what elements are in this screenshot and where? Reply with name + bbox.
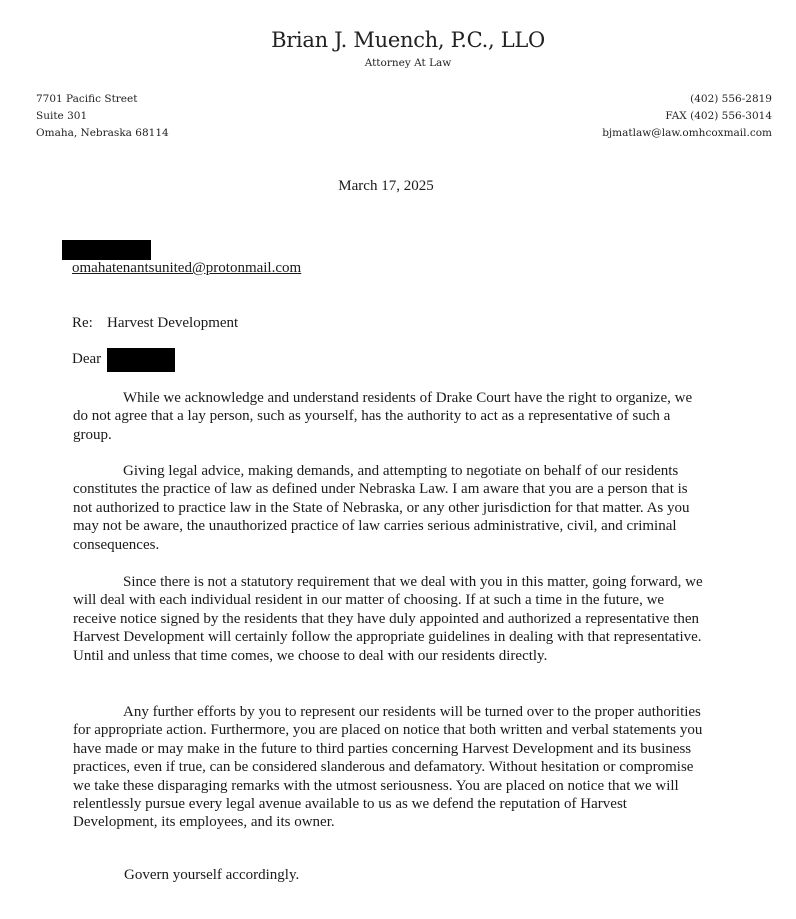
- body-paragraph: Giving legal advice, making demands, and attempting to negotiate on behalf of our residents constitutes the practice of law as defined under Nebraska Law. I am aware that you are a person that is not authorized to practice law in the State of Nebraska, or any other jurisdiction for that matter. As you may not be aware, the unauthorized practice of law carries serious administrative, civil, and criminal consequences.: [73, 463, 690, 553]
- phone-number: (402) 556-2819: [690, 93, 772, 105]
- salutation: [72, 351, 101, 368]
- address-line: Omaha, Nebraska 68114: [36, 127, 169, 139]
- sender-email: bjmatlaw@law.omhcoxmail.com: [602, 127, 772, 139]
- address-line: Suite 301: [36, 110, 88, 122]
- redacted-recipient-name: [62, 240, 151, 260]
- letterhead-name: Brian J. Muench, P.C., LLO: [271, 28, 545, 52]
- address-line: 7701 Pacific Street: [36, 93, 138, 105]
- body-paragraph: Any further efforts by you to represent our residents will be turned over to the proper authorities for appropriate action. Furthermore, you are placed on notice that both written and verbal statements you have made or may make in the future to third parties concerning Harvest Development and its business practices, even if true, can be considered slanderous and defamatory. Without hesitation or compromise we take these disparaging remarks with the utmost seriousness. You are placed on notice that we will relentlessly pursue every legal avenue available to us as we defend the reputation of Harvest Development, its employees, and its owner.: [73, 704, 703, 831]
- subject-line: [72, 315, 238, 332]
- letter-date: March 17, 2025: [338, 178, 434, 194]
- recipient-email: omahatenantsunited@protonmail.com: [72, 260, 302, 276]
- closing-line: Govern yourself accordingly.: [124, 867, 300, 883]
- letterhead-title: Attorney At Law: [364, 57, 452, 69]
- body-paragraph: Since there is not a statutory requirement that we deal with you in this matter, going forward, we will deal with each individual resident in our matter of choosing. If at such a time in the future, we receive notice signed by the residents that they have duly appointed and authorized a representative then Harvest Development will certainly follow the appropriate guidelines in dealing with that representative. Until and unless that time comes, we choose to deal with our residents directly.: [73, 574, 703, 664]
- fax-number: FAX (402) 556-3014: [665, 110, 772, 122]
- sender-contact: [602, 91, 772, 142]
- subject-label: Re:: [72, 315, 93, 331]
- salutation-text: Dear: [72, 351, 102, 367]
- body-paragraph: While we acknowledge and understand residents of Drake Court have the right to organize, we do not agree that a lay person, such as yourself, has the authority to act as a representative of such a group.: [73, 390, 693, 443]
- subject-text: Harvest Development: [107, 315, 239, 331]
- sender-address: [36, 91, 169, 142]
- redacted-salutation-name: [107, 348, 175, 372]
